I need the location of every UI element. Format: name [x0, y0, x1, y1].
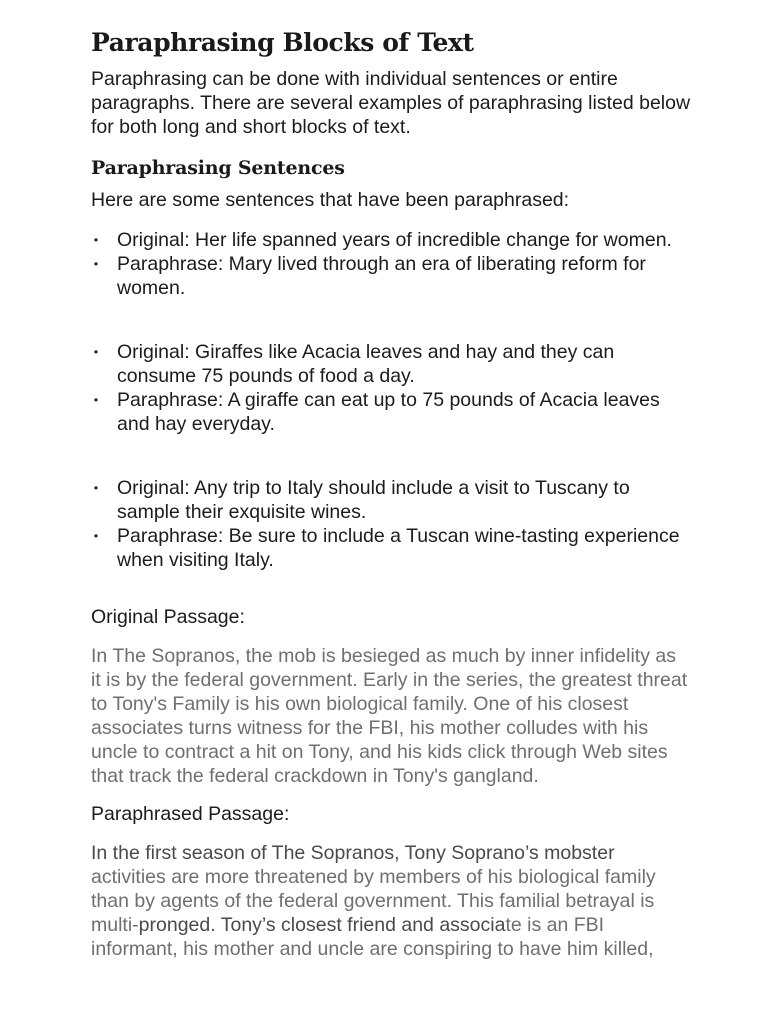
intro-paragraph: Paraphrasing can be done with individual sentences or entire paragraphs. There are several examples of paraphrasing listed below for both long and short blocks of text.: [91, 68, 691, 138]
bullet-icon: •: [93, 257, 99, 271]
bullet-icon: •: [93, 529, 99, 543]
original-passage-label: Original Passage:: [91, 606, 245, 628]
paraphrase-sentence: Paraphrase: Mary lived through an era of liberating reform for women.: [117, 253, 646, 299]
list-item: [91, 524, 691, 572]
list-item: [91, 388, 691, 436]
paraphrased-passage-part4: te is an FBI informant, his mother and uncle are conspiring to have him killed,: [91, 914, 654, 960]
example-list: [91, 476, 691, 572]
section-heading: Paraphrasing Sentences: [91, 157, 345, 179]
original-sentence: Original: Giraffes like Acacia leaves and hay and they can consume 75 pounds of food a day.: [117, 341, 615, 387]
list-item: [91, 476, 691, 524]
paraphrased-passage: [91, 841, 691, 961]
paraphrased-passage-part1: In the first season of The Sopranos, Tony Soprano’s mobster: [91, 842, 615, 864]
bullet-icon: •: [93, 481, 99, 495]
paraphrase-sentence: Paraphrase: Be sure to include a Tuscan wine-tasting experience when visiting Italy.: [117, 525, 680, 571]
bullet-icon: •: [93, 233, 99, 247]
bullet-icon: •: [93, 393, 99, 407]
original-sentence: Original: Her life spanned years of incredible change for women.: [117, 229, 672, 251]
original-sentence: Original: Any trip to Italy should include a visit to Tuscany to sample their exquisite wines.: [117, 477, 630, 523]
example-list: [91, 340, 691, 436]
list-item: [91, 340, 691, 388]
list-item: [91, 228, 691, 252]
paraphrased-passage-part2: activities are more threatened by members of his biological family than by agents of the federal government. This familial betrayal is multi-: [91, 866, 656, 936]
bullet-icon: •: [93, 345, 99, 359]
page-title: Paraphrasing Blocks of Text: [91, 28, 474, 57]
paraphrase-sentence: Paraphrase: A giraffe can eat up to 75 pounds of Acacia leaves and hay everyday.: [117, 389, 660, 435]
document-page: [91, 26, 691, 961]
paraphrased-passage-part3: pronged. Tony’s closest friend and associa: [138, 914, 506, 936]
section-lead: Here are some sentences that have been paraphrased:: [91, 189, 570, 211]
original-passage: In The Sopranos, the mob is besieged as much by inner infidelity as it is by the federal government. Early in the series, the greatest threat to Tony's Family is his own biological family. One of his closest associates turns witness for the FBI, his mother colludes with his uncle to contract a hit on Tony, and his kids click through Web sites that track the federal crackdown in Tony's gangland.: [91, 645, 688, 787]
example-list: [91, 228, 691, 300]
list-item: [91, 252, 691, 300]
paraphrased-passage-label: Paraphrased Passage:: [91, 803, 290, 825]
